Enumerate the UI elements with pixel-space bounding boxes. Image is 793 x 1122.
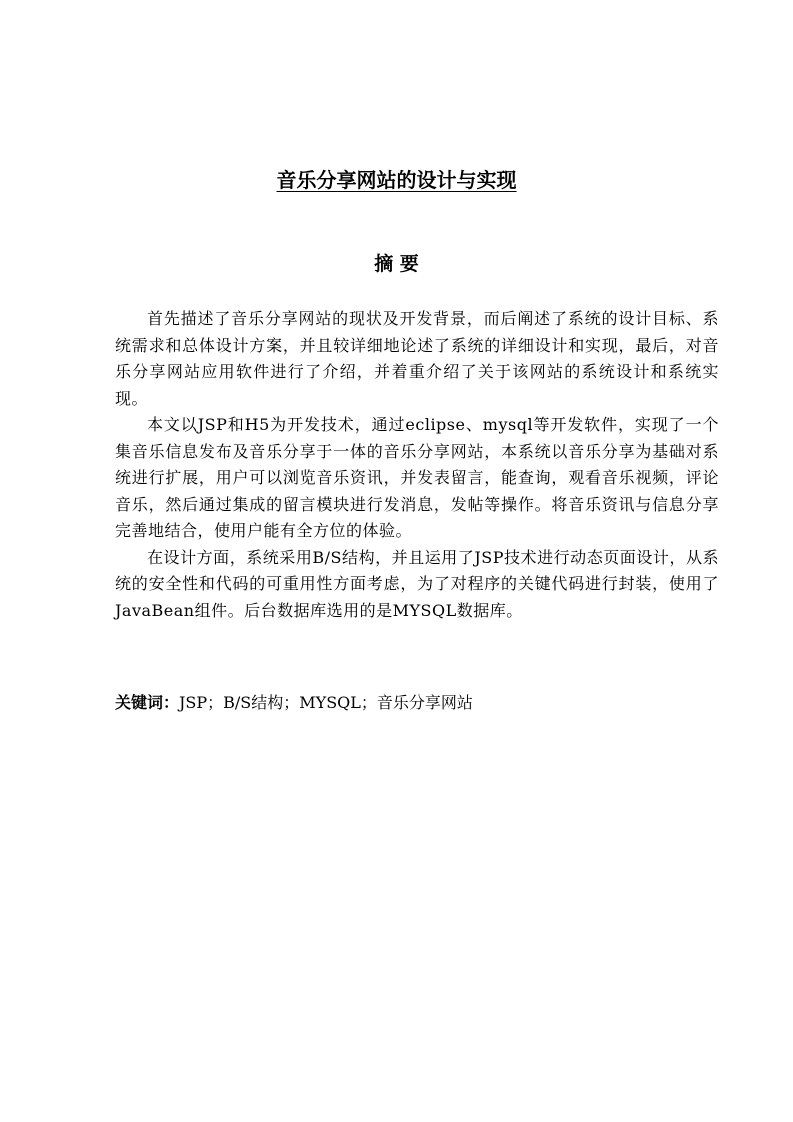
keywords-label: 关键词： [115,693,180,712]
abstract-body [115,306,719,624]
keywords-text: JSP；B/S结构；MYSQL；音乐分享网站 [179,693,473,712]
abstract-paragraph-3: 在设计方面，系统采用B/S结构，并且运用了JSP技术进行动态页面设计，从系统的安全性和代码的可重用性方面考虑，为了对程序的关键代码进行封装，使用了JavaBean组件。后台数据库选用的是MYSQL数据库。 [115,547,719,620]
abstract-heading: 摘 要 [374,253,419,275]
abstract-paragraph-1: 首先描述了音乐分享网站的现状及开发背景，而后阐述了系统的设计目标、系统需求和总体设计方案，并且较详细地论述了系统的详细设计和实现，最后，对音乐分享网站应用软件进行了介绍，并着重介绍了关于该网站的系统设计和系统实现。 [115,309,719,408]
keywords-line [115,690,719,716]
document-title-text: 音乐分享网站的设计与实现 [276,168,517,192]
abstract-paragraph-2: 本文以JSP和H5为开发技术，通过eclipse、mysql等开发软件，实现了一个集音乐信息发布及音乐分享于一体的音乐分享网站，本系统以音乐分享为基础对系统进行扩展，用户可以浏览音乐资讯，并发表留言，能查询，观看音乐视频，评论音乐，然后通过集成的留言模块进行发消息，发帖等操作。将音乐资讯与信息分享完善地结合，使用户能有全方位的体验。 [115,415,719,540]
document-title [0,166,793,194]
